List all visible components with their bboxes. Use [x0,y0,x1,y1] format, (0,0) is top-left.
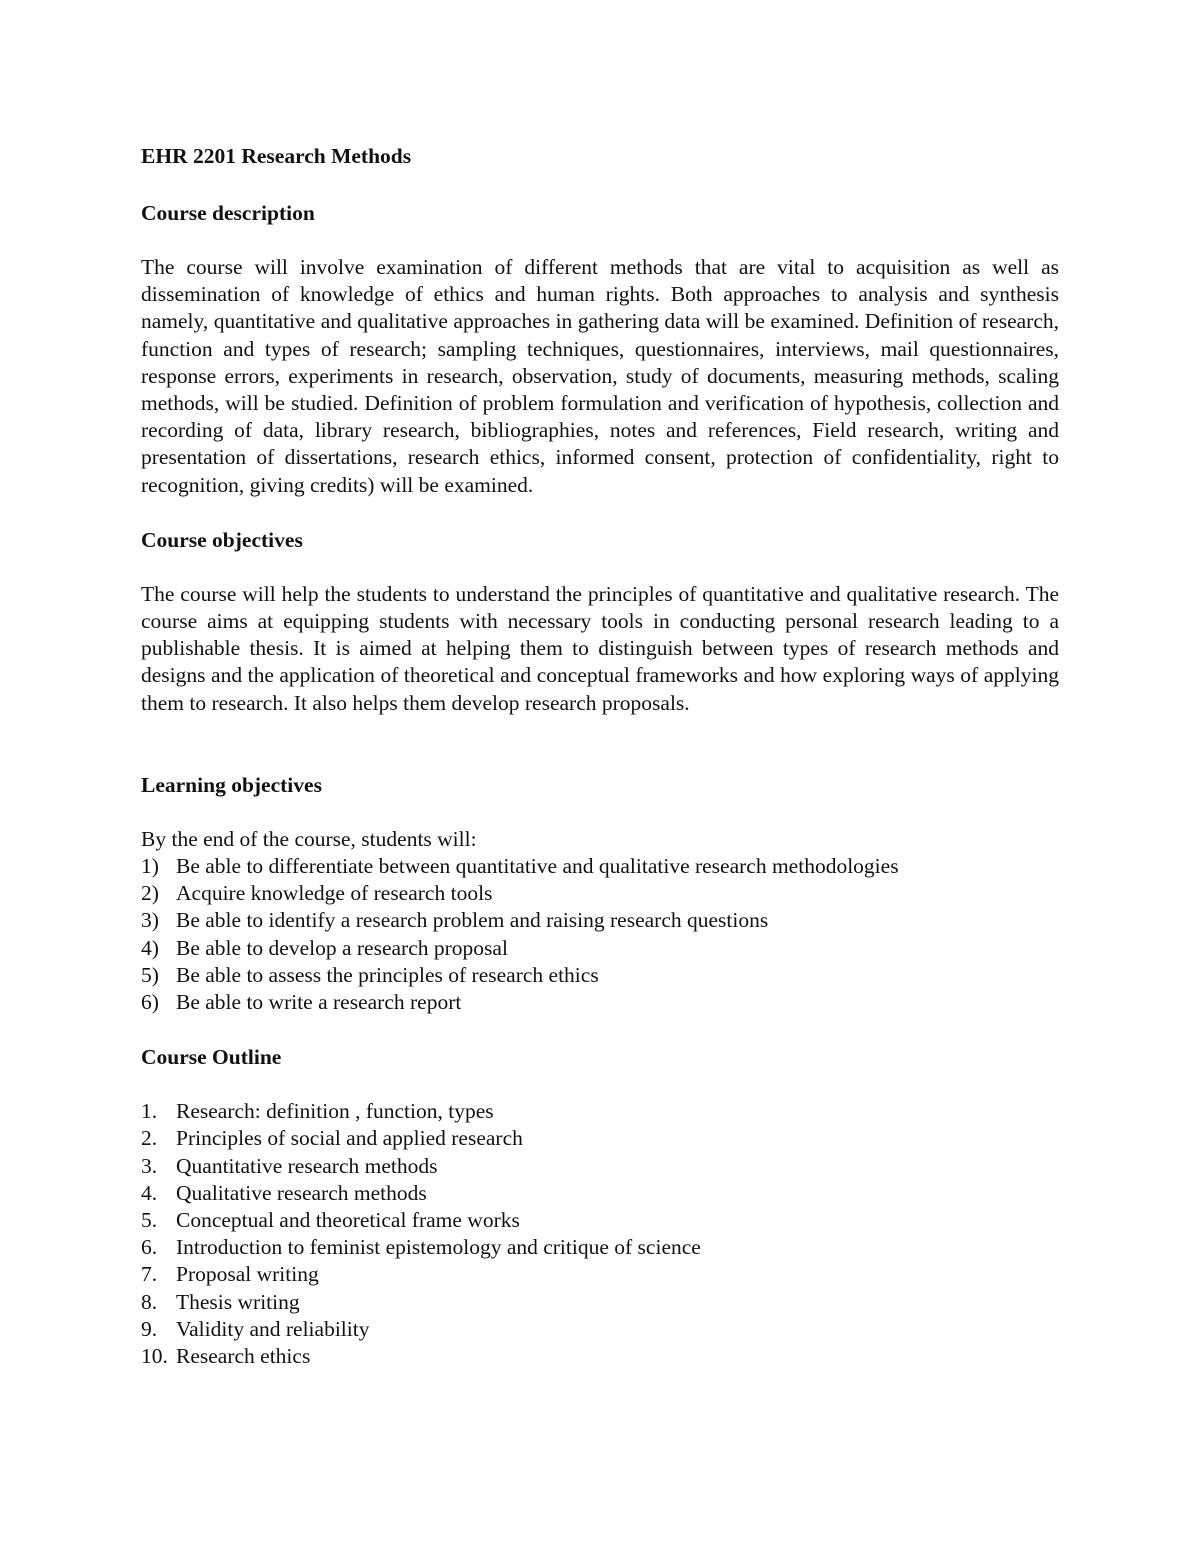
list-marker: 5. [141,1208,158,1233]
list-item-text: Conceptual and theoretical frame works [176,1208,520,1233]
list-item [141,1316,1059,1343]
list-item [141,935,1059,962]
list-marker: 2. [141,1126,158,1151]
list-item [141,853,1059,880]
course-objectives-text: The course will help the students to understand the principles of quantitative and qualitative research. The course aims at equipping students with necessary tools in conducting personal research leading to a publishable thesis. It is aimed at helping them to distinguish between types of research methods and designs and the application of theoretical and conceptual frameworks and how exploring ways of applying them to research. It also helps them develop research proposals. [141,581,1059,715]
list-item [141,1289,1059,1316]
list-item-text: Research ethics [176,1344,311,1369]
learning-objectives-heading: Learning objectives [141,772,322,797]
course-description-text: The course will involve examination of different methods that are vital to acquisition as well as dissemination of knowledge of ethics and human rights. Both approaches to analysis and synthesis namely, quantitative and qualitative approaches in gathering data will be examined. Definition of research, function and types of research; sampling techniques, questionnaires, interviews, mail questionnaires, response errors, experiments in research, observation, study of documents, measuring methods, scaling methods, will be studied. Definition of problem formulation and verification of hypothesis, collection and recording of data, library research, bibliographies, notes and references, Field research, writing and presentation of dissertations, research ethics, informed consent, protection of confidentiality, right to recognition, giving credits) will be examined. [141,255,1059,497]
list-marker: 8. [141,1289,158,1314]
course-description-heading: Course description [141,201,315,225]
list-marker: 10. [141,1344,168,1369]
list-item [141,989,1059,1016]
list-marker: 3) [141,908,159,933]
list-item [141,962,1059,989]
list-item [141,1125,1059,1152]
list-marker: 6. [141,1235,158,1260]
list-item-text: Acquire knowledge of research tools [176,881,493,906]
list-marker: 4. [141,1180,158,1205]
list-marker: 6) [141,990,159,1015]
list-marker: 3. [141,1153,158,1178]
course-outline-list [141,1098,1059,1370]
list-item-text: Be able to write a research report [176,990,462,1015]
list-marker: 1) [141,854,159,879]
course-objectives-heading: Course objectives [141,527,303,552]
learning-objectives-list [141,853,1059,1016]
list-item [141,1153,1059,1180]
list-item-text: Be able to identify a research problem and raising research questions [176,908,769,933]
list-item-text: Be able to differentiate between quantitative and qualitative research methodologies [176,854,899,879]
document-page [141,140,1059,1397]
list-item-text: Quantitative research methods [176,1153,438,1178]
list-item [141,907,1059,934]
list-marker: 5) [141,962,159,987]
list-item-text: Be able to develop a research proposal [176,935,508,960]
list-marker: 4) [141,935,159,960]
list-item [141,1234,1059,1261]
list-item-text: Introduction to feminist epistemology and critique of science [176,1235,701,1260]
list-item-text: Qualitative research methods [176,1180,427,1205]
list-marker: 9. [141,1316,158,1341]
list-item-text: Research: definition , function, types [176,1099,494,1124]
list-item-text: Validity and reliability [176,1316,370,1341]
list-marker: 2) [141,881,159,906]
list-item-text: Be able to assess the principles of research ethics [176,962,599,987]
list-item-text: Proposal writing [176,1262,319,1287]
list-marker: 7. [141,1262,158,1287]
list-item [141,1207,1059,1234]
document-title: EHR 2201 Research Methods [141,144,412,168]
course-outline-heading: Course Outline [141,1045,282,1070]
list-item-text: Principles of social and applied research [176,1126,523,1151]
list-item [141,1343,1059,1370]
learning-objectives-intro: By the end of the course, students will: [141,826,477,851]
list-item [141,1180,1059,1207]
list-item-text: Thesis writing [176,1289,300,1314]
list-item [141,1261,1059,1288]
list-item [141,1098,1059,1125]
list-marker: 1. [141,1099,158,1124]
list-item [141,880,1059,907]
